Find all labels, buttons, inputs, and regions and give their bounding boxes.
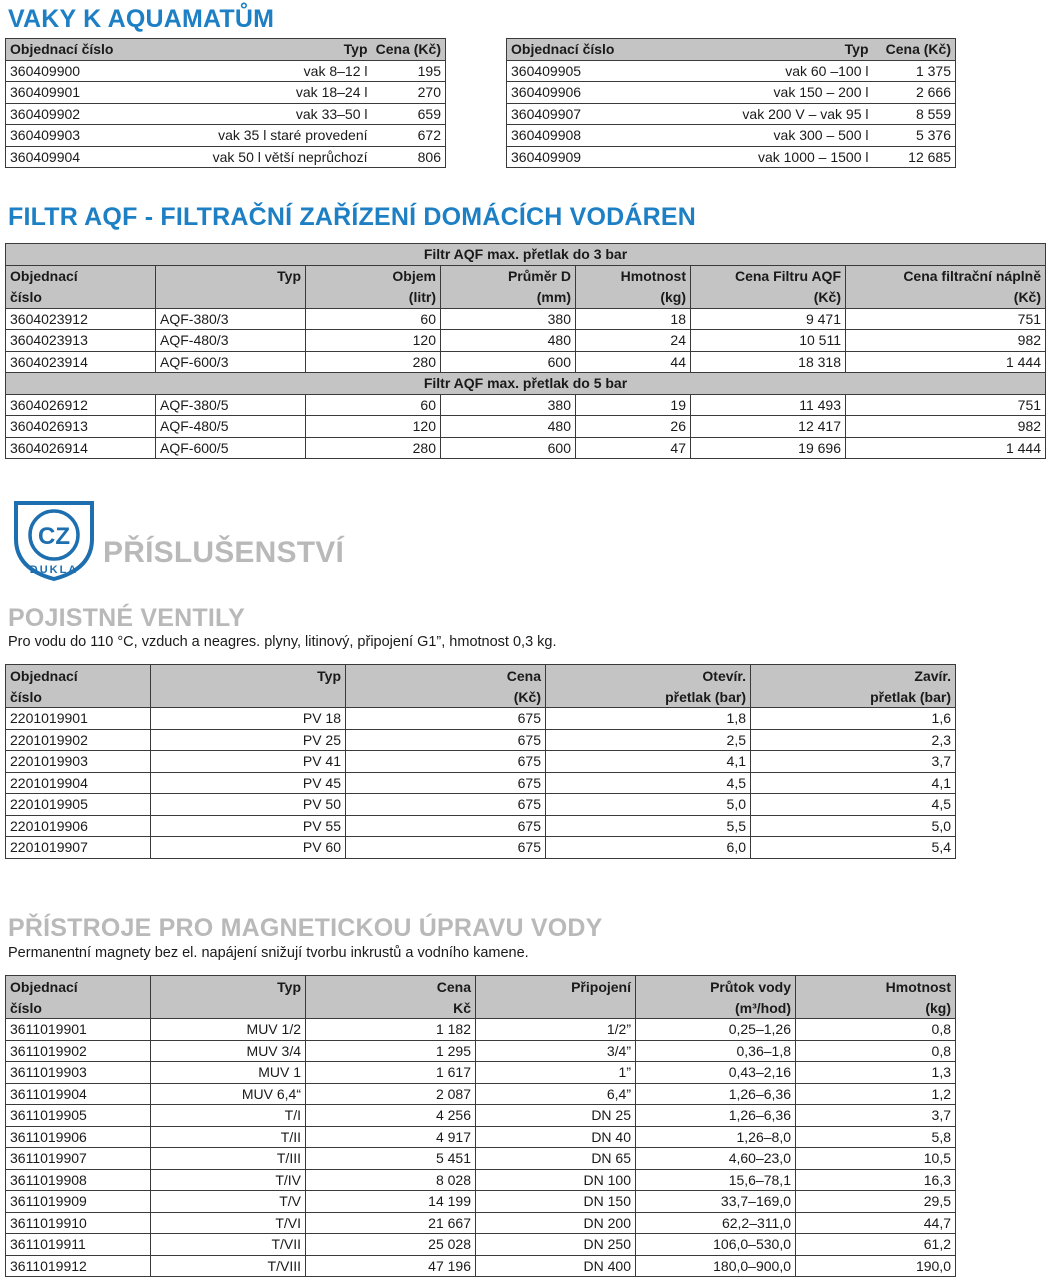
cell: 3611019911 [6,1234,151,1256]
table-row [6,708,956,730]
table-row [6,82,446,104]
cell: PV 45 [151,772,346,794]
cell: 675 [346,772,546,794]
cell: 4 917 [306,1126,476,1148]
cell: 4,1 [546,751,751,773]
cell: 6,4” [476,1083,636,1105]
header-cell: Typ [151,976,306,998]
cell: 672 [372,125,446,147]
cell: vak 35 l staré provedení [138,125,372,147]
cell: 2 666 [873,82,956,104]
cell: 3611019909 [6,1191,151,1213]
cell: 3604023912 [6,308,156,330]
cell: 675 [346,815,546,837]
ventily-table [5,664,956,859]
cell: 12 417 [691,416,846,438]
cell: 18 318 [691,351,846,373]
cell: 2201019907 [6,837,151,859]
cell: 6,0 [546,837,751,859]
header-cell: číslo [6,997,151,1019]
cell: 982 [846,330,1046,352]
section-title-vaky: VAKY K AQUAMATŮM [8,5,275,33]
cell: 3604023913 [6,330,156,352]
cell: 0,8 [796,1019,956,1041]
table-row [6,772,956,794]
cell: 4 256 [306,1105,476,1127]
cell: 360409903 [6,125,138,147]
cell: 2,5 [546,729,751,751]
cell: DN 200 [476,1212,636,1234]
cell: vak 1000 – 1500 l [651,146,873,168]
filtr-table [5,243,1046,459]
cell: 1,3 [796,1062,956,1084]
cell: DN 100 [476,1169,636,1191]
cell: 675 [346,794,546,816]
header-cell: číslo [6,686,151,708]
cell: 380 [441,394,576,416]
cell: T/I [151,1105,306,1127]
table-row [6,308,1046,330]
cell: 10 511 [691,330,846,352]
cell: 8 028 [306,1169,476,1191]
cell: 19 696 [691,437,846,459]
cell: 15,6–78,1 [636,1169,796,1191]
cell: 4,5 [751,794,956,816]
cell: DN 150 [476,1191,636,1213]
cell: 380 [441,308,576,330]
cell: 1,26–8,0 [636,1126,796,1148]
table-row [507,82,956,104]
cell: 19 [576,394,691,416]
header-cell: Typ [151,665,346,687]
cell: 1,2 [796,1083,956,1105]
cell: 0,8 [796,1040,956,1062]
cell: 3611019903 [6,1062,151,1084]
cell: 33,7–169,0 [636,1191,796,1213]
table-row [6,125,446,147]
cell: 2201019903 [6,751,151,773]
header-cell [151,686,346,708]
cell: 600 [441,351,576,373]
cell: PV 55 [151,815,346,837]
cell: 60 [306,308,441,330]
cell: PV 50 [151,794,346,816]
cell: 190,0 [796,1255,956,1277]
header-cell: Cena filtrační náplně [846,265,1046,287]
magnety-table [5,975,956,1277]
cell: vak 18–24 l [138,82,372,104]
table-row [6,1062,956,1084]
cell: 360409908 [507,125,651,147]
cell: 3604023914 [6,351,156,373]
cell: 3,7 [751,751,956,773]
cell: 4,5 [546,772,751,794]
cell: 1,8 [546,708,751,730]
cell: 16,3 [796,1169,956,1191]
cell: T/II [151,1126,306,1148]
cell: T/IV [151,1169,306,1191]
cell: PV 41 [151,751,346,773]
cell: 3,7 [796,1105,956,1127]
cell: 2201019906 [6,815,151,837]
cell: 120 [306,330,441,352]
cell: 360409907 [507,103,651,125]
header-cell: Objednací [6,976,151,998]
cell: 14 199 [306,1191,476,1213]
cell: 3611019902 [6,1040,151,1062]
cell: 120 [306,416,441,438]
cell: DN 400 [476,1255,636,1277]
cell: 1 617 [306,1062,476,1084]
header-cell [151,997,306,1019]
table-row [6,729,956,751]
cell: 26 [576,416,691,438]
cell: 2 087 [306,1083,476,1105]
header-cell: Cena [346,665,546,687]
cell: 480 [441,330,576,352]
table-row [6,146,446,168]
table-row [6,351,1046,373]
vaky-table-left [5,38,446,168]
cell: 24 [576,330,691,352]
table-row [6,394,1046,416]
cell: MUV 6,4“ [151,1083,306,1105]
table-row [6,1255,956,1277]
header-cell: Průtok vody [636,976,796,998]
cell: 5 376 [873,125,956,147]
cell: 480 [441,416,576,438]
cell: 3611019907 [6,1148,151,1170]
cell: AQF-480/3 [156,330,306,352]
table-row [6,1019,956,1041]
cell: PV 25 [151,729,346,751]
section-title-magnety: PŘÍSTROJE PRO MAGNETICKOU ÚPRAVU VODY [8,914,603,942]
header-cell: Objednací [6,265,156,287]
header-cell: (mm) [441,287,576,309]
table-row [6,1148,956,1170]
table-row [6,751,956,773]
table-row [6,1169,956,1191]
cell: 751 [846,394,1046,416]
cell: DN 40 [476,1126,636,1148]
cell: T/III [151,1148,306,1170]
cell: 11 493 [691,394,846,416]
pressure-band-3bar: Filtr AQF max. přetlak do 3 bar [6,244,1046,266]
cell: AQF-380/5 [156,394,306,416]
cell: 675 [346,729,546,751]
cell: 2201019902 [6,729,151,751]
cell: AQF-380/3 [156,308,306,330]
header-cell: Cena [306,976,476,998]
header-cell: (Kč) [846,287,1046,309]
header-cell: (kg) [576,287,691,309]
header-cell: Otevír. [546,665,751,687]
cell: 180,0–900,0 [636,1255,796,1277]
table-row [6,837,956,859]
cell: MUV 1/2 [151,1019,306,1041]
cell: AQF-600/3 [156,351,306,373]
cell: 1 444 [846,437,1046,459]
cell: 4,1 [751,772,956,794]
cell: PV 18 [151,708,346,730]
cell: 44,7 [796,1212,956,1234]
cell: 0,43–2,16 [636,1062,796,1084]
header-cell: (kg) [796,997,956,1019]
cell: 2201019901 [6,708,151,730]
table-row [6,1105,956,1127]
section-title-prislusenstvi: PŘÍSLUŠENSTVÍ [103,536,344,569]
header-cell: Typ [651,39,873,61]
cell: 675 [346,751,546,773]
header-cell: Průměr D [441,265,576,287]
cell: 751 [846,308,1046,330]
header-cell [156,287,306,309]
cell: 1/2” [476,1019,636,1041]
cell: 360409905 [507,60,651,82]
cell: 195 [372,60,446,82]
cell: 44 [576,351,691,373]
cell: 280 [306,351,441,373]
header-cell: Kč [306,997,476,1019]
cell: AQF-480/5 [156,416,306,438]
table-row [6,815,956,837]
cell: 25 028 [306,1234,476,1256]
header-cell: Cena Filtru AQF [691,265,846,287]
cell: 0,25–1,26 [636,1019,796,1041]
cell: 1 182 [306,1019,476,1041]
header-cell: Objem [306,265,441,287]
cell: 2201019905 [6,794,151,816]
table-row [507,125,956,147]
cell: 1 295 [306,1040,476,1062]
dukla-logo [8,495,100,581]
cell: MUV 3/4 [151,1040,306,1062]
cell: 360409900 [6,60,138,82]
table-row [6,1191,956,1213]
cell: 61,2 [796,1234,956,1256]
cell: 47 [576,437,691,459]
table-row [507,60,956,82]
cell: 360409906 [507,82,651,104]
header-cell: (Kč) [346,686,546,708]
cell: 3611019906 [6,1126,151,1148]
table-row [6,1083,956,1105]
header-cell: Cena (Kč) [873,39,956,61]
table-row [6,330,1046,352]
header-cell: Hmotnost [796,976,956,998]
cell: 2201019904 [6,772,151,794]
table-row [6,416,1046,438]
cell: 600 [441,437,576,459]
cell: 3611019904 [6,1083,151,1105]
cell: T/V [151,1191,306,1213]
table-row [6,1126,956,1148]
cell: 1 444 [846,351,1046,373]
table-row [6,60,446,82]
header-cell: číslo [6,287,156,309]
cell: 4,60–23,0 [636,1148,796,1170]
pressure-band-5bar: Filtr AQF max. přetlak do 5 bar [6,373,1046,395]
cell: 3604026912 [6,394,156,416]
cell: 982 [846,416,1046,438]
cell: vak 300 – 500 l [651,125,873,147]
cell: 3604026913 [6,416,156,438]
cell: 675 [346,708,546,730]
table-row [6,1040,956,1062]
cell: vak 33–50 l [138,103,372,125]
cell: PV 60 [151,837,346,859]
magnety-description: Permanentní magnety bez el. napájení snižují tvorbu inkrustů a vodního kamene. [8,945,529,961]
cell: 10,5 [796,1148,956,1170]
table-row [6,437,1046,459]
cell: 5,8 [796,1126,956,1148]
cell: 5,5 [546,815,751,837]
logo-initials: CZ [38,523,70,550]
cell: 0,36–1,8 [636,1040,796,1062]
table-row [507,103,956,125]
header-cell: Cena (Kč) [372,39,446,61]
header-cell: (m³/hod) [636,997,796,1019]
cell: DN 65 [476,1148,636,1170]
cell: 5,0 [751,815,956,837]
header-cell: přetlak (bar) [546,686,751,708]
cell: 8 559 [873,103,956,125]
cell: 9 471 [691,308,846,330]
cell: 2,3 [751,729,956,751]
cell: AQF-600/5 [156,437,306,459]
cell: 106,0–530,0 [636,1234,796,1256]
header-cell: Zavír. [751,665,956,687]
cell: 5,0 [546,794,751,816]
cell: 3/4” [476,1040,636,1062]
cell: 5,4 [751,837,956,859]
section-title-filtr: FILTR AQF - FILTRAČNÍ ZAŘÍZENÍ DOMÁCÍCH VODÁREN [8,203,697,231]
cell: 360409901 [6,82,138,104]
header-cell: Připojení [476,976,636,998]
ventily-description: Pro vodu do 110 °C, vzduch a neagres. plyny, litinový, připojení G1”, hmotnost 0,3 kg. [8,634,557,650]
header-cell: Objednací číslo [507,39,651,61]
table-row [6,1234,956,1256]
header-cell: (litr) [306,287,441,309]
cell: 29,5 [796,1191,956,1213]
header-cell: Typ [138,39,372,61]
cell: vak 8–12 l [138,60,372,82]
cell: vak 150 – 200 l [651,82,873,104]
table-row [507,146,956,168]
cell: 3611019905 [6,1105,151,1127]
cell: 659 [372,103,446,125]
header-cell: Hmotnost [576,265,691,287]
cell: 675 [346,837,546,859]
cell: 3611019901 [6,1019,151,1041]
cell: 1 375 [873,60,956,82]
cell: 62,2–311,0 [636,1212,796,1234]
cell: 806 [372,146,446,168]
header-cell: (Kč) [691,287,846,309]
cell: MUV 1 [151,1062,306,1084]
cell: DN 25 [476,1105,636,1127]
cell: 1,26–6,36 [636,1105,796,1127]
cell: 3611019912 [6,1255,151,1277]
cell: 280 [306,437,441,459]
section-title-ventily: POJISTNÉ VENTILY [8,604,246,632]
header-cell [476,997,636,1019]
cell: 12 685 [873,146,956,168]
cell: 47 196 [306,1255,476,1277]
cell: T/VII [151,1234,306,1256]
cell: 3611019910 [6,1212,151,1234]
cell: 5 451 [306,1148,476,1170]
cell: T/VI [151,1212,306,1234]
header-cell: Objednací [6,665,151,687]
cell: vak 60 –100 l [651,60,873,82]
header-cell: Objednací číslo [6,39,138,61]
cell: 60 [306,394,441,416]
cell: 21 667 [306,1212,476,1234]
header-cell: Typ [156,265,306,287]
cell: T/VIII [151,1255,306,1277]
cell: 360409909 [507,146,651,168]
header-cell: přetlak (bar) [751,686,956,708]
cell: 1” [476,1062,636,1084]
cell: vak 200 V – vak 95 l [651,103,873,125]
table-row [6,1212,956,1234]
table-row [6,794,956,816]
cell: 270 [372,82,446,104]
cell: 360409902 [6,103,138,125]
table-row [6,103,446,125]
cell: 3611019908 [6,1169,151,1191]
cell: 18 [576,308,691,330]
logo-text: DUKLA [29,564,79,576]
cell: DN 250 [476,1234,636,1256]
cell: 360409904 [6,146,138,168]
cell: 1,6 [751,708,956,730]
cell: 3604026914 [6,437,156,459]
cell: vak 50 l větší neprůchozí [138,146,372,168]
vaky-table-right [506,38,956,168]
cell: 1,26–6,36 [636,1083,796,1105]
